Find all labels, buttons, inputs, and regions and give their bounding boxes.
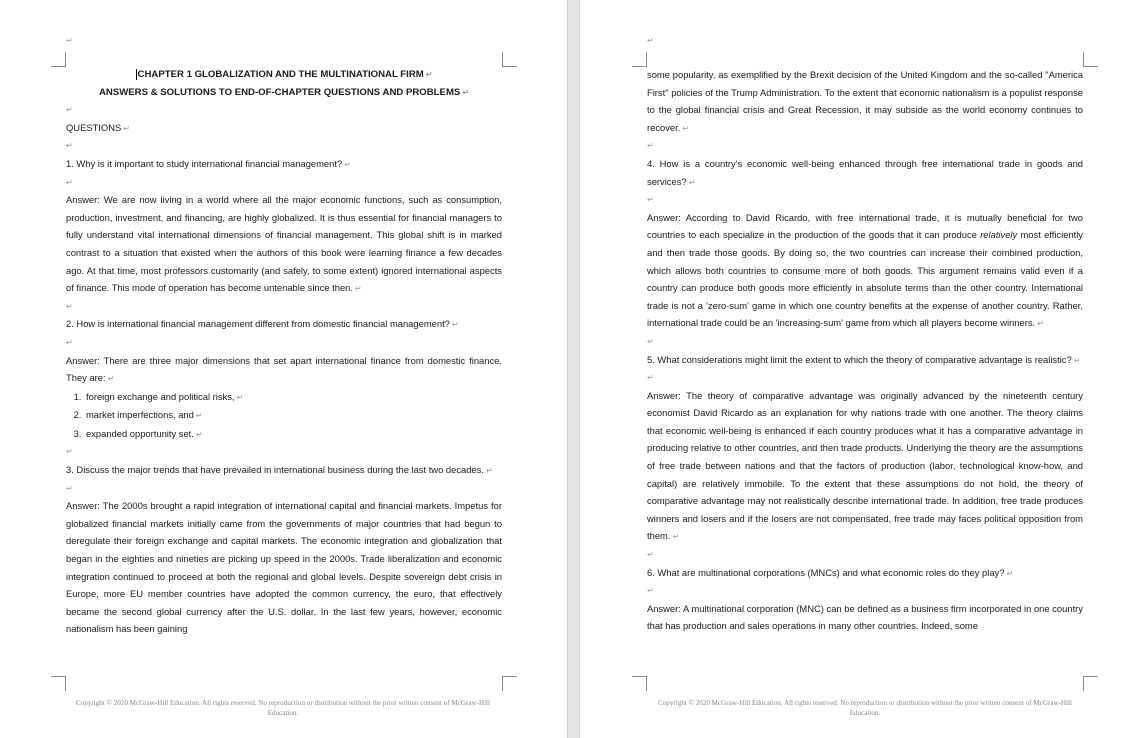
paragraph-mark: ↵ (647, 586, 654, 596)
question-text: 3. Discuss the major trends that have prevailed in international business during the last two decades. (66, 464, 484, 476)
paragraph-mark: ↵ (66, 141, 73, 151)
paragraph-mark: ↵ (195, 411, 203, 421)
crop-mark (502, 52, 517, 67)
answer-3-continued (647, 66, 1083, 137)
paragraph-mark: ↵ (107, 374, 115, 384)
copyright-footer: Copyright © 2020 McGraw-Hill Education. All rights reserved. No reproduction or distribution without the prior written consent of McGraw-Hill Education. (76, 699, 490, 717)
paragraph-mark: ↵ (66, 105, 73, 115)
answer-text: Answer: The theory of comparative advantage was originally advanced by the nineteenth century economist David Ricardo as an explanation for why nations trade with one another. The theory claims that economic well-being is enhanced if each country produces what it has a comparative advantage in producing relative to other countries, and then trade products. Underlying the theory are the assumptions of free trade between nations and that the factors of production (labor, technological know-how, and capital) are relatively immobile. To the extent that these assumptions do not hold, the theory of comparative advantage may not realistically describe international trade. In addition, free trade produces winners and losers and if the losers are not compensated, free trade may faces political opposition from them. (647, 389, 1083, 542)
paragraph-mark: ↵ (66, 177, 73, 187)
question-6 (647, 564, 1083, 583)
question-text: 4. How is a country's economic well-being enhanced through free international trade in goods and services? (647, 157, 1083, 187)
paragraph-mark: ↵ (66, 337, 73, 347)
paragraph-mark: ↵ (647, 141, 654, 151)
paragraph-mark: ↵ (123, 123, 130, 133)
section-label (66, 119, 502, 138)
paragraph-mark: ↵ (672, 532, 680, 542)
answer-4 (647, 209, 1083, 333)
answer-5 (647, 387, 1083, 546)
question-text: 1. Why is it important to study international financial management? (66, 157, 343, 169)
subtitle-text: ANSWERS & SOLUTIONS TO END-OF-CHAPTER QUESTIONS AND PROBLEMS (98, 86, 461, 98)
crop-mark (1083, 676, 1098, 691)
question-1 (66, 155, 502, 174)
answer-2-list (66, 388, 502, 444)
paragraph-mark: ↵ (647, 336, 654, 346)
question-text: 6. What are multinational corporations (MNCs) and what economic roles do they play? (647, 566, 1005, 578)
answer-3 (66, 497, 502, 638)
section-label-text: QUESTIONS (66, 121, 122, 133)
paragraph-mark: ↵ (425, 70, 433, 79)
answer-text: Answer: We are now living in a world where all the major economic functions, such as consumption, production, investment, and financing, are highly globalized. It is thus essential for financial managers to fully understand vital international dimensions of financial management. This global shift is in marked contrast to a situation that existed when the authors of this book were learning finance a few decades ago. At that time, most professors customarily (and safely, to some extent) ignored international aspects of finance. This mode of operation has become untenable since then. (66, 194, 502, 294)
paragraph-mark: ↵ (1073, 355, 1081, 365)
crop-mark (502, 676, 517, 691)
paragraph-mark: ↵ (647, 550, 654, 560)
answer-6 (647, 600, 1083, 635)
paragraph-mark: ↵ (647, 36, 654, 45)
subtitle (66, 84, 502, 102)
paragraph-mark: ↵ (451, 320, 459, 330)
document-page-right[interactable] (580, 0, 1148, 738)
answer-text: Answer: The 2000s brought a rapid integration of international capital and financial markets. Impetus for globalized financial markets initially came from the governments of major countries that had begun to deregulate their foreign exchange and capital markets. The economic integration and globalization that began in the eighties and nineties are picking up speed in the 2000s. Trade liberalization and economic integration continued to proceed at both the regional and global levels. Despite sovereign debt crisis in Europe, more EU member countries have adopted the common currency, the euro, that effectively became the second global currency after the U.S. dollar. In the last few years, however, economic nationalism has been gaining (66, 500, 502, 635)
paragraph-mark: ↵ (688, 177, 696, 187)
answer-1 (66, 191, 502, 298)
paragraph-mark: ↵ (195, 429, 203, 439)
paragraph-mark: ↵ (647, 373, 654, 383)
question-3 (66, 461, 502, 480)
list-item-text: market imperfections, and (86, 409, 194, 421)
paragraph-mark: ↵ (462, 87, 470, 97)
answer-2 (66, 352, 502, 388)
paragraph-mark: ↵ (682, 123, 690, 133)
copyright-footer: Copyright © 2020 McGraw-Hill Education. All rights reserved. No reproduction or distribution without the prior written consent of McGraw-Hill Education. (658, 699, 1072, 717)
crop-mark (1083, 52, 1098, 67)
page-body[interactable] (647, 66, 1083, 635)
question-2 (66, 315, 502, 334)
question-5 (647, 351, 1083, 370)
paragraph-mark: ↵ (66, 483, 73, 493)
list-item (84, 406, 502, 425)
question-text: 5. What considerations might limit the extent to which the theory of comparative advantage is realistic? (647, 353, 1072, 365)
paragraph-mark: ↵ (485, 466, 493, 476)
answer-text: Answer: There are three major dimensions that set apart international finance from domestic finance. They are: (66, 354, 502, 384)
emphasis-text: relatively (980, 229, 1018, 241)
page-body[interactable] (66, 66, 502, 638)
crop-mark (51, 52, 66, 67)
paragraph-mark: ↵ (236, 392, 244, 402)
crop-mark (632, 52, 647, 67)
list-item (84, 425, 502, 444)
answer-text: Answer: According to David Ricardo, with free international trade, it is mutually beneficial for two countries to each specialize in the production of the goods that it can produce (647, 211, 1083, 241)
crop-mark (51, 676, 66, 691)
document-page-left[interactable] (0, 0, 567, 738)
paragraph-mark: ↵ (344, 159, 351, 169)
paragraph-mark: ↵ (66, 301, 73, 311)
paragraph-mark: ↵ (66, 447, 73, 457)
paragraph-mark: ↵ (1037, 319, 1044, 329)
chapter-title-text: CHAPTER 1 GLOBALIZATION AND THE MULTINATIONAL FIRM (137, 69, 424, 80)
paragraph-mark: ↵ (355, 284, 362, 294)
paragraph-mark: ↵ (1006, 568, 1014, 578)
answer-text: some popularity, as exemplified by the Brexit decision of the United Kingdom and the so-called "America First" policies of the Trump Administration. To the extent that economic nationalism is a populist response to the global financial crisis and Great Recession, it may subside as the world economy continues to recover. (647, 69, 1083, 133)
list-item-text: foreign exchange and political risks, (86, 390, 235, 402)
paragraph-mark: ↵ (66, 36, 73, 45)
answer-text: Answer: A multinational corporation (MNC) can be defined as a business firm incorporated in one country that has production and sales operations in many other countries. Indeed, some (647, 602, 1083, 632)
paragraph-mark: ↵ (647, 195, 654, 205)
question-4 (647, 155, 1083, 191)
list-item (84, 388, 502, 407)
chapter-title (66, 66, 502, 84)
question-text: 2. How is international financial management different from domestic financial management? (66, 318, 450, 330)
list-item-text: expanded opportunity set. (86, 427, 194, 439)
answer-text: most efficiently and then trade those goods. By doing so, the two countries can increase their combined production, which allows both countries to consume more of both goods. This argument remains valid even if a country can produce both goods more efficiently in absolute terms than the other country. International trade is not a 'zero-sum' game in which one country benefits at the expense of another country. Rather, international trade could be an 'increasing-sum' game from which all players become winners. (647, 229, 1083, 329)
crop-mark (632, 676, 647, 691)
